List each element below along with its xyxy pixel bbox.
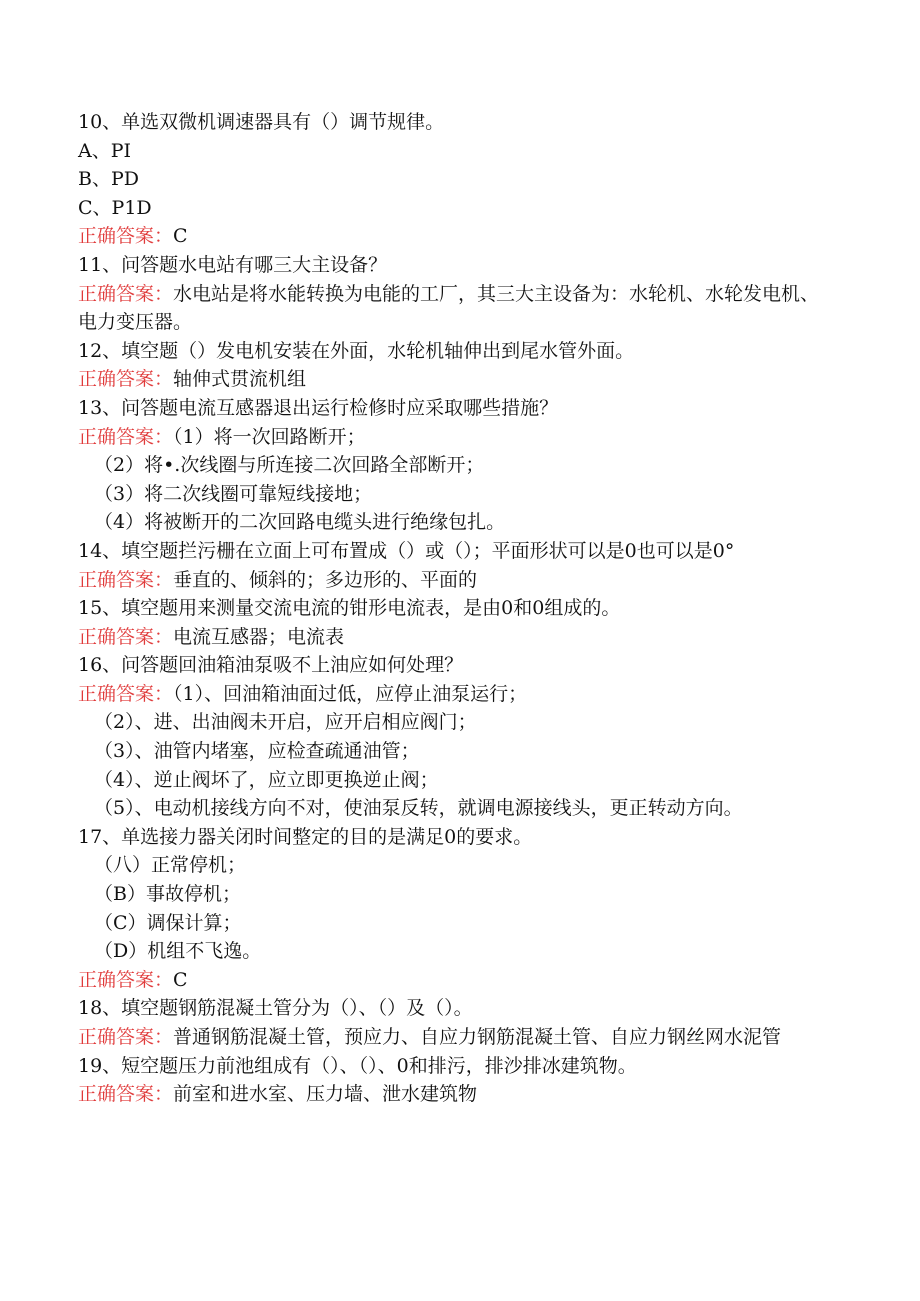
answer-15: [78, 623, 838, 652]
answer-text: 水电站是将水能转换为电能的工厂，其三大主设备为：水轮机、水轮发电机、电力变压器。: [78, 282, 820, 334]
answer-label: 正确答案：: [78, 625, 174, 648]
answer-label: 正确答案：: [78, 425, 174, 448]
answer-label: 正确答案：: [78, 282, 174, 305]
answer-label: 正确答案：: [78, 225, 174, 248]
answer-line: （4）、逆止阀坏了，应立即更换逆止阀；: [94, 768, 439, 791]
question-15: 15、填空题用来测量交流电流的钳形电流表，是由0和0组成的。: [78, 597, 621, 620]
answer-12: [78, 365, 838, 394]
answer-line: （4）将被断开的二次回路电缆头进行绝缘包扎。: [94, 511, 506, 534]
answer-text: 普通钢筋混凝土管，预应力、自应力钢筋混凝土管、自应力钢丝网水泥管: [173, 1026, 782, 1048]
option-c: C、P1D: [78, 196, 152, 219]
answer-label: 正确答案：: [78, 368, 174, 391]
option-a: （八）正常停机；: [94, 854, 247, 877]
answer-line: （2）将•.次线圈与所连接二次回路全部断开；: [94, 454, 485, 477]
answer-label: 正确答案：: [78, 682, 174, 705]
answer-line: （3）将二次线圈可靠短线接地；: [94, 482, 373, 505]
question-list: [78, 108, 838, 1109]
answer-label: 正确答案：: [78, 1026, 174, 1048]
answer-text: 前室和进水室、压力墙、泄水建筑物: [173, 1083, 478, 1106]
question-18: 18、填空题钢筋混凝土管分为（）、（）及（）。: [78, 997, 473, 1020]
question-12: 12、填空题（）发电机安装在外面，水轮机轴伸出到尾水管外面。: [78, 339, 635, 362]
question-10: 10、单选双微机调速器具有（）调节规律。: [78, 111, 445, 133]
question-19: 19、短空题压力前池组成有（）、（）、0和排污，排沙排冰建筑物。: [78, 1054, 637, 1077]
answer-line: （5）、电动机接线方向不对，使油泵反转，就调电源接线头，更正转动方向。: [94, 797, 743, 820]
answer-text: 垂直的、倾斜的；多边形的、平面的: [173, 568, 478, 591]
answer-text: 轴伸式贯流机组: [173, 368, 307, 391]
answer-13: [78, 423, 838, 452]
option-c: （C）调保计算；: [94, 911, 242, 934]
answer-10: [78, 222, 838, 251]
answer-14: [78, 566, 838, 595]
question-13: 13、问答题电流互感器退出运行检修时应采取哪些措施？: [78, 396, 559, 419]
answer-text: （1）将一次回路断开；: [173, 425, 366, 448]
answer-19: [78, 1080, 838, 1109]
answer-label: 正确答案：: [78, 568, 174, 591]
answer-11: [78, 280, 838, 337]
answer-label: 正确答案：: [78, 968, 174, 991]
option-d: （D）机组不飞逸。: [94, 940, 262, 963]
question-14: 14、填空题拦污栅在立面上可布置成（）或（）；平面形状可以是0也可以是0°: [78, 539, 735, 562]
option-b: B、PD: [78, 168, 139, 191]
answer-line: （2）、进、出油阀未开启，应开启相应阀门；: [94, 711, 477, 734]
answer-18: [78, 1023, 838, 1052]
answer-16: [78, 680, 838, 709]
answer-line: （3）、油管内堵塞，应检查疏通油管；: [94, 740, 420, 763]
answer-text: （1）、回油箱油面过低，应停止油泵运行；: [173, 682, 528, 705]
answer-text: C: [173, 968, 188, 991]
answer-label: 正确答案：: [78, 1083, 174, 1106]
answer-text: 电流互感器；电流表: [173, 625, 345, 648]
option-a: A、PI: [78, 139, 132, 162]
answer-17: [78, 966, 838, 995]
question-16: 16、问答题回油箱油泵吸不上油应如何处理？: [78, 654, 464, 677]
option-b: （B）事故停机；: [94, 883, 241, 906]
question-11: 11、问答题水电站有哪三大主设备？: [78, 253, 388, 276]
answer-text: C: [173, 225, 188, 248]
question-17: 17、单选接力器关闭时间整定的目的是满足0的要求。: [78, 825, 533, 848]
